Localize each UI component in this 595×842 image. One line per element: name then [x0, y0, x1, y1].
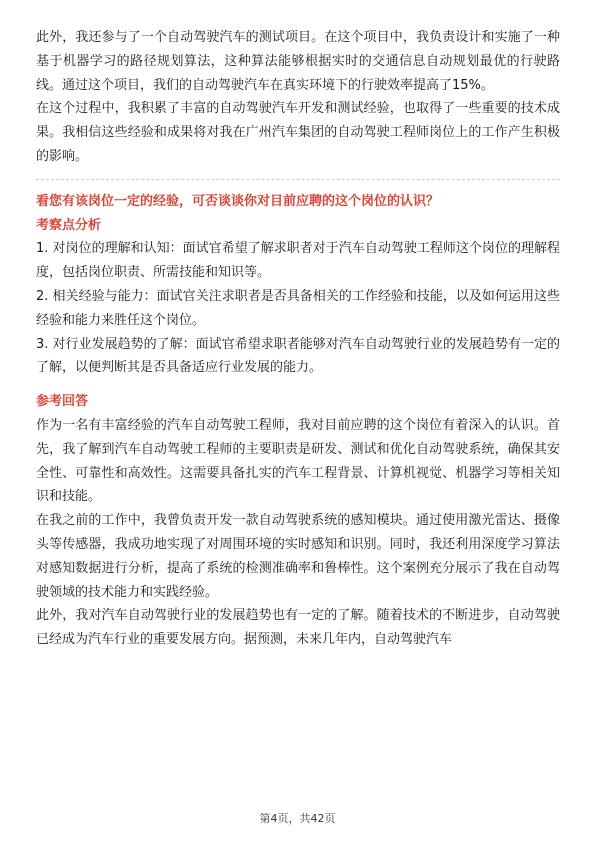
- answer-paragraph-1: 作为一名有丰富经验的汽车自动驾驶工程师，我对目前应聘的这个岗位有着深入的认识。首先，我了解到汽车自动驾驶工程师的主要职责是研发、测试和优化自动驾驶系统，确保其安全性、可靠性和高效性。这需要具备扎实的汽车工程背景、计算机视觉、机器学习等相关知识和技能。: [36, 417, 560, 505]
- section-divider: [36, 179, 560, 180]
- analysis-item-1: 1. 对岗位的理解和认知：面试官希望了解求职者对于汽车自动驾驶工程师这个岗位的理解程度，包括岗位职责、所需技能和知识等。: [36, 241, 560, 281]
- intro-paragraph-2: 在这个过程中，我积累了丰富的自动驾驶汽车开发和测试经验，也取得了一些重要的技术成果。我相信这些经验和成果将对我在广州汽车集团的自动驾驶工程师岗位上的工作产生积极的影响。: [36, 101, 560, 164]
- analysis-item-2: 2. 相关经验与能力：面试官关注求职者是否具备相关的工作经验和技能，以及如何运用这些经验和能力来胜任这个岗位。: [36, 288, 560, 328]
- analysis-heading: 考察点分析: [36, 217, 102, 233]
- page-footer: 第4页，共42页: [259, 812, 336, 825]
- answer-paragraph-3: 此外，我对汽车自动驾驶行业的发展趋势也有一定的了解。随着技术的不断进步，自动驾驶已经成为汽车行业的重要发展方向。据预测，未来几年内，自动驾驶汽车: [36, 608, 560, 648]
- answer-paragraph-2: 在我之前的工作中，我曾负责开发一款自动驾驶系统的感知模块。通过使用激光雷达、摄像头等传感器，我成功地实现了对周围环境的实时感知和识别。同时，我还利用深度学习算法对感知数据进行分析，提高了系统的检测准确率和鲁棒性。这个案例充分展示了我在自动驾驶领域的技术能力和实践经验。: [36, 513, 560, 600]
- section-gap: [36, 380, 560, 390]
- intro-paragraph-1: 此外，我还参与了一个自动驾驶汽车的测试项目。在这个项目中，我负责设计和实施了一种基于机器学习的路径规划算法，这种算法能够根据实时的交通信息自动规划最优的行驶路线。通过这个项目，我们的自动驾驶汽车在真实环境下的行驶效率提高了15%。: [36, 30, 560, 93]
- answer-heading: 参考回答: [36, 394, 89, 410]
- analysis-item-3: 3. 对行业发展趋势的了解：面试官希望求职者能够对汽车自动驾驶行业的发展趋势有一定的了解，以便判断其是否具备适应行业发展的能力。: [36, 336, 560, 376]
- page-content: [36, 26, 560, 652]
- question-heading: 看您有该岗位一定的经验，可否谈谈你对目前应聘的这个岗位的认识？: [36, 193, 440, 209]
